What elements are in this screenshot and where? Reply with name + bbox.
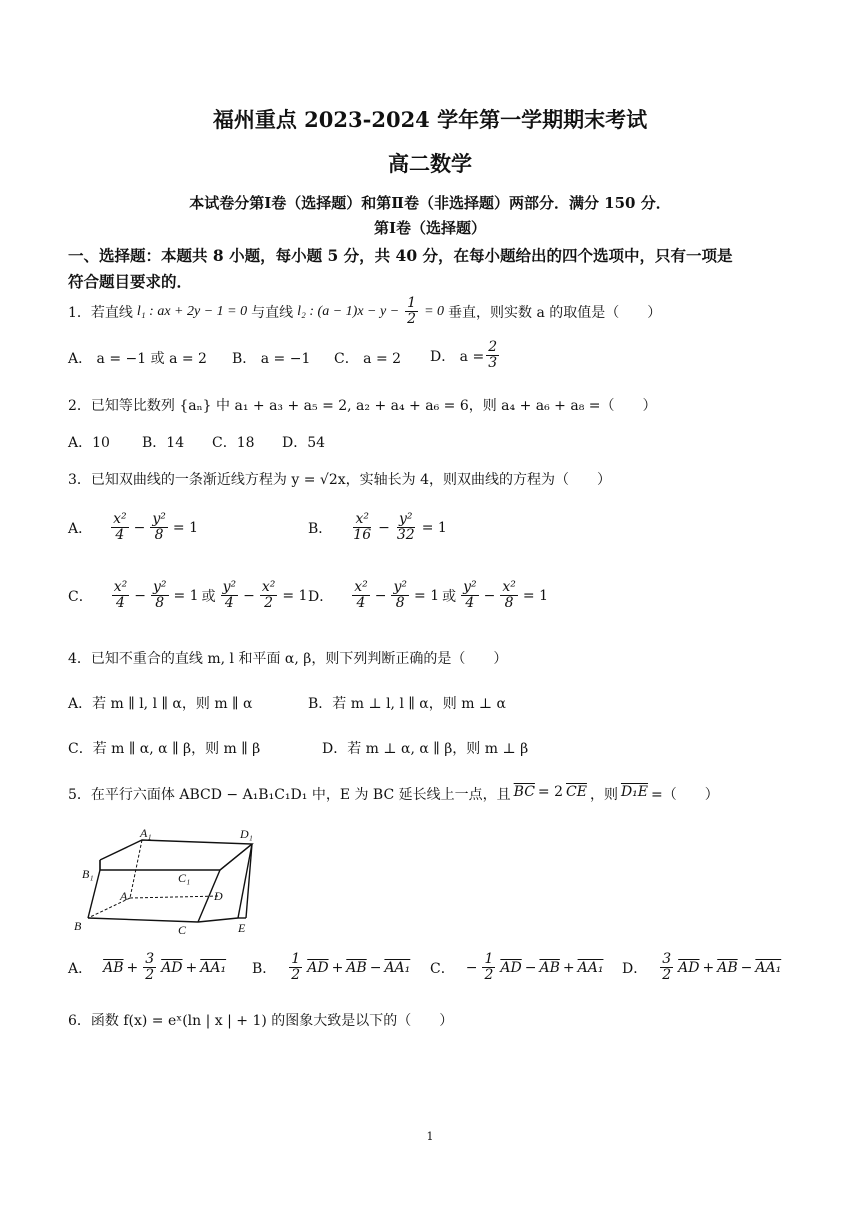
exam-subtitle: 高二数学 <box>388 151 472 176</box>
question-5-stem: 5．在平行六面体 ABCD − A₁B₁C₁D₁ 中，E 为 BC 延长线上一点，且 $\overline{BC}$ = 2 $\overline{CE}$ ，则 D₁E =（ ） <box>68 784 719 803</box>
figure-label-d: D <box>214 889 223 903</box>
q5-option-a: A． $\overline{AB}$ + $\frac{3}{2}$ $\overline{AD}$ + AA₁ <box>68 951 227 984</box>
q5-option-b: B． $\frac{1}{2}$ $\overline{AD}$ + $\overline{AB}$ − AA₁ <box>252 951 411 984</box>
question-1-stem: 1．若直线 l₁ : ax + 2y − 1 = 0 与直线 l₂ : (a − 1)x − y − $\frac{1}{2}$ = 0 垂直，则实数 a 的取值是（ ） <box>68 295 662 328</box>
figure-label-c: C <box>178 923 187 937</box>
section-heading-line2: 符合题目要求的． <box>68 272 193 291</box>
q2-option-d: D．54 <box>282 435 326 451</box>
q5-option-c: C． − $\frac{1}{2}$ $\overline{AD}$ − $\overline{AB}$ + AA₁ <box>430 951 604 984</box>
q4-option-b: B．若 m ⊥ l, l ∥ α，则 m ⊥ α <box>308 696 507 712</box>
q2-option-b: B．14 <box>142 435 185 451</box>
q1-half-fraction: $\frac{1}{2}$ <box>407 295 417 328</box>
q1-line2: l₂ : (a − 1)x − y − <box>297 303 400 319</box>
q4-option-d: D．若 m ⊥ α, α ∥ β，则 m ⊥ β <box>322 741 529 757</box>
q2-option-c: C．18 <box>212 435 255 451</box>
part-heading: 第Ⅰ卷（选择题） <box>373 219 487 237</box>
q1-option-b: B． a = −1 <box>232 351 311 367</box>
q3-option-b: B． $\frac{\text{x²}}{16}$ − $\frac{\text{y²}}{32}$ = 1 <box>308 511 447 544</box>
figure-label-d1: D₁ <box>240 827 253 841</box>
q1-line1: l₁ : ax + 2y − 1 = 0 <box>136 303 248 319</box>
q3-option-d: D． $\frac{\text{x²}}{4}$ − $\frac{\text{y²}}{8}$ = 1 或 $\frac{\text{y²}}{4}$ − $\frac{\text{x²}}{8}$ = 1 <box>308 579 548 612</box>
figure-label-a1: A₁ <box>140 826 152 840</box>
parallelepiped-figure <box>70 826 270 938</box>
q3-option-c: C． $\frac{\text{x²}}{4}$ − $\frac{\text{y²}}{8}$ = 1 或 $\frac{\text{y²}}{4}$ − $\frac{\text{x²}}{2}$ = 1 <box>68 579 308 612</box>
page-number: 1 <box>426 1130 434 1143</box>
q4-option-a: A．若 m ∥ l, l ∥ α，则 m ∥ α <box>68 696 253 712</box>
figure-label-c1: C₁ <box>178 871 191 885</box>
figure-label-e: E <box>238 921 246 935</box>
q4-option-c: C．若 m ∥ α, α ∥ β，则 m ∥ β <box>68 741 261 757</box>
exam-intro: 本试卷分第Ⅰ卷（选择题）和第Ⅱ卷（非选择题）两部分．满分 150 分． <box>189 194 671 212</box>
question-4-stem: 4．已知不重合的直线 m, l 和平面 α, β，则下列判断正确的是（ ） <box>68 651 508 667</box>
exam-title: 福州重点 2023-2024 学年第一学期期末考试 <box>212 107 648 132</box>
q5-option-d: D． $\frac{3}{2}$ $\overline{AD}$ + $\overline{AB}$ − AA₁ <box>622 951 782 984</box>
figure-label-b: B <box>74 919 82 933</box>
section-heading-line1: 一、选择题：本题共 8 小题，每小题 5 分，共 40 分，在每小题给出的四个选项中，只有一项是 <box>68 246 733 265</box>
q2-option-a: A．10 <box>68 435 110 451</box>
figure-label-a: A <box>120 889 128 903</box>
q1-option-c: C． a = 2 <box>334 351 402 367</box>
q3-option-a: A． $\frac{\text{x²}}{4}$ − $\frac{\text{y²}}{8}$ = 1 <box>68 511 198 544</box>
question-2-stem: 2．已知等比数列 {aₙ} 中 a₁ + a₃ + a₅ = 2, a₂ + a₄ + a₆ = 6，则 a₄ + a₆ + a₈ =（ ） <box>68 398 657 414</box>
figure-label-b1: B₁ <box>82 867 94 881</box>
question-3-stem: 3．已知双曲线的一条渐近线方程为 y = √2x，实轴长为 4，则双曲线的方程为（ ） <box>68 472 611 488</box>
question-6-stem: 6．函数 f(x) = eˣ(ln | x | + 1) 的图象大致是以下的（ ） <box>68 1013 454 1029</box>
q1-option-a: A． a = −1 或 a = 2 <box>68 351 207 367</box>
q1-option-d: D． a = $\frac{2}{3}$ <box>430 339 498 372</box>
